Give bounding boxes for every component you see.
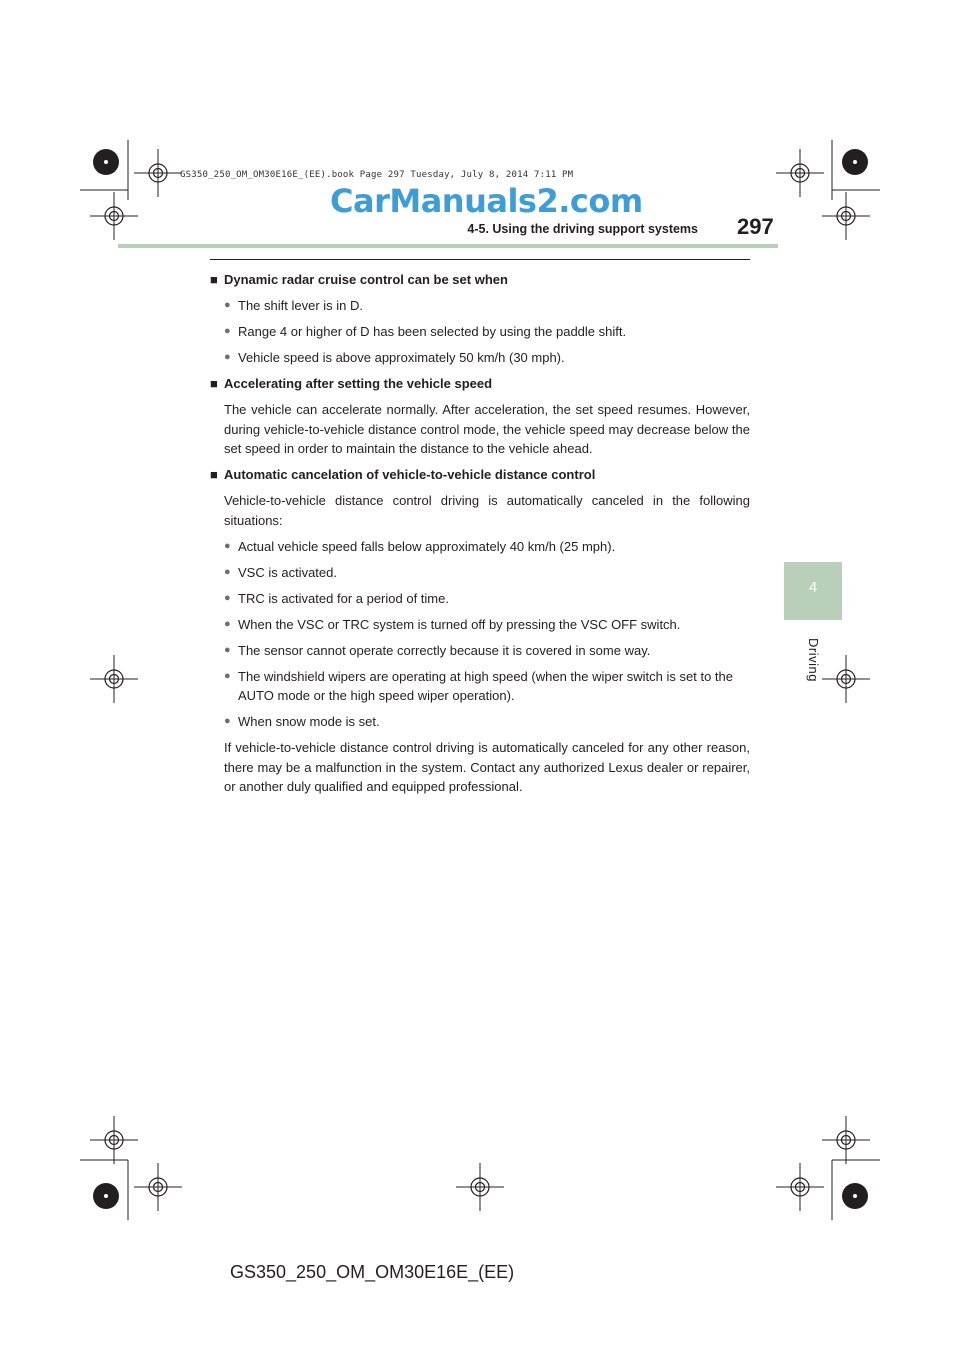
circle-bullet-icon: ● — [224, 669, 231, 682]
starburst-mark-bottom-right — [842, 1183, 868, 1209]
section-heading: ■ Accelerating after setting the vehicle speed — [210, 374, 750, 394]
chapter-tab — [784, 562, 842, 620]
chapter-number: 4 — [808, 579, 818, 596]
chapter-label: Driving — [806, 638, 821, 682]
list-item: ● The shift lever is in D. — [224, 296, 750, 316]
circle-bullet-icon: ● — [224, 351, 231, 363]
crosshair-mark-top-right — [776, 149, 824, 197]
page-number: 297 — [737, 214, 774, 239]
crosshair-mark-top-right-2 — [822, 192, 870, 240]
circle-bullet-icon: ● — [224, 565, 231, 578]
content-rule — [210, 259, 750, 260]
crosshair-mark-top-left-2 — [90, 192, 138, 240]
paragraph: The vehicle can accelerate normally. After acceleration, the set speed resumes. However, during vehicle-to-vehicle distance control mode, the vehicle speed may decrease below the set speed in order to maintain the distance to the vehicle ahead. — [224, 402, 750, 456]
crosshair-mark-mid-right — [822, 655, 870, 703]
starburst-mark-top-left — [93, 149, 119, 175]
header-rule — [118, 244, 778, 248]
circle-bullet-icon: ● — [224, 539, 231, 552]
circle-bullet-icon: ● — [224, 299, 231, 311]
list-item: ● When snow mode is set. — [224, 712, 750, 732]
square-bullet-icon: ■ — [210, 467, 218, 482]
crosshair-mark-bottom-center — [456, 1163, 504, 1211]
paragraph: Vehicle-to-vehicle distance control driving is automatically canceled in the following situations: — [224, 493, 750, 528]
circle-bullet-icon: ● — [224, 715, 231, 727]
crosshair-mark-bottom-right — [776, 1163, 824, 1211]
crosshair-mark-bottom-right-2 — [822, 1116, 870, 1164]
watermark-logo: CarManuals2.com — [330, 182, 643, 220]
starburst-mark-bottom-left — [93, 1183, 119, 1209]
list-item: ● Range 4 or higher of D has been selected by using the paddle shift. — [224, 322, 750, 342]
list-item: ● Actual vehicle speed falls below approximately 40 km/h (25 mph). — [224, 537, 750, 557]
section-heading: ■ Automatic cancelation of vehicle-to-vehicle distance control — [210, 465, 750, 485]
circle-bullet-icon: ● — [224, 643, 231, 656]
circle-bullet-icon: ● — [224, 617, 231, 630]
book-file-line: GS350_250_OM_OM30E16E_(EE).book Page 297 Tuesday, July 8, 2014 7:11 PM — [180, 170, 574, 180]
section-title: 4-5. Using the driving support systems — [467, 222, 698, 236]
list-item: ● The windshield wipers are operating at high speed (when the wiper switch is set to the AUTO mode or the high speed wiper operation). — [224, 667, 750, 706]
crosshair-mark-bottom-left-2 — [90, 1116, 138, 1164]
paragraph: If vehicle-to-vehicle distance control driving is automatically canceled for any other reason, there may be a malfunction in the system. Contact any authorized Lexus dealer or repairer, or another duly qualified and equipped professional. — [224, 740, 750, 794]
manual-code: GS350_250_OM_OM30E16E_(EE) — [230, 1262, 515, 1282]
list-item: ● When the VSC or TRC system is turned off by pressing the VSC OFF switch. — [224, 615, 750, 635]
crosshair-mark-bottom-left — [134, 1163, 182, 1211]
section-heading: ■ Dynamic radar cruise control can be set when — [210, 270, 750, 290]
square-bullet-icon: ■ — [210, 272, 218, 287]
crosshair-mark-mid-left — [90, 655, 138, 703]
page-content — [210, 270, 750, 803]
starburst-mark-top-right — [842, 149, 868, 175]
list-item: ● Vehicle speed is above approximately 50 km/h (30 mph). — [224, 348, 750, 368]
list-item: ● The sensor cannot operate correctly because it is covered in some way. — [224, 641, 750, 661]
circle-bullet-icon: ● — [224, 325, 231, 337]
square-bullet-icon: ■ — [210, 376, 218, 391]
list-item: ● VSC is activated. — [224, 563, 750, 583]
list-item: ● TRC is activated for a period of time. — [224, 589, 750, 609]
circle-bullet-icon: ● — [224, 591, 231, 604]
crosshair-mark-top-left — [134, 149, 182, 197]
